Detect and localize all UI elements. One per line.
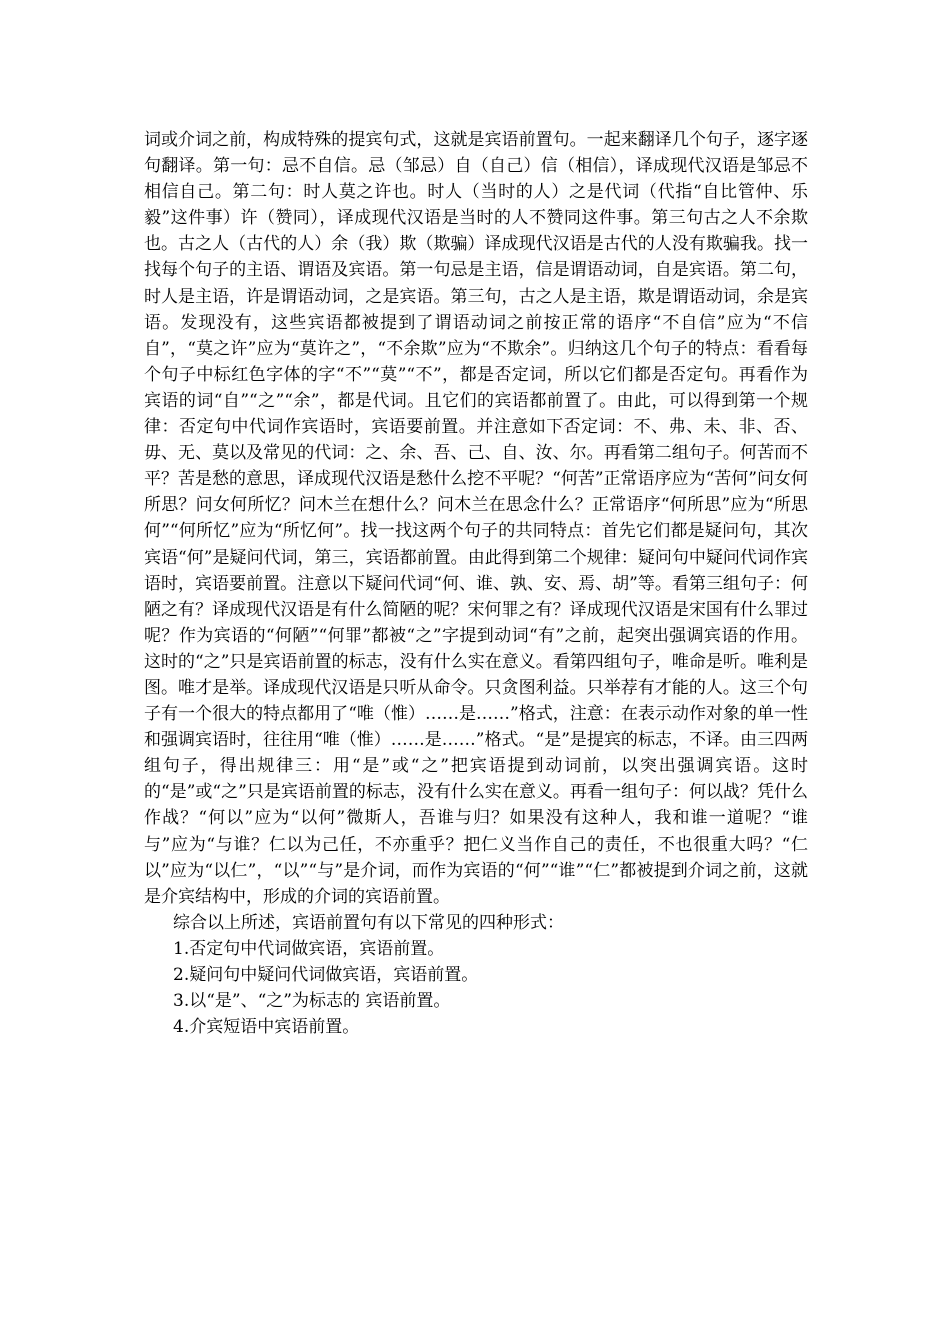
list-item: 3.以“是”、“之”为标志的 宾语前置。 — [173, 991, 451, 1012]
document-page — [144, 127, 808, 1040]
forms-list — [144, 936, 808, 1040]
summary-intro: 综合以上所述，宾语前置句有以下常见的四种形式： — [173, 912, 564, 933]
list-item: 2.疑问句中疑问代词做宾语，宾语前置。 — [173, 965, 479, 985]
list-item: 4.介宾短语中宾语前置。 — [173, 1017, 360, 1038]
list-item: 1.否定句中代词做宾语，宾语前置。 — [173, 938, 445, 959]
main-paragraph: 词或介词之前，构成特殊的提宾句式，这就是宾语前置句。一起来翻译几个句子，逐字逐句翻译。第一句：忌不自信。忌（邹忌）自（自己）信（相信），译成现代汉语是邹忌不相信自己。第二句：时人莫之许也。时人（当时的人）之是代词（代指“自比管仲、乐毅”这件事）许（赞同），译成现代汉语是当时的人不赞同这件事。第三句古之人不余欺也。古之人（古代的人）余（我）欺（欺骗）译成现代汉语是古代的人没有欺骗我。找一找每个句子的主语、谓语及宾语。第一句忌是主语，信是谓语动词，自是宾语。第二句，时人是主语，许是谓语动词，之是宾语。第三句，古之人是主语，欺是谓语动词，余是宾语。发现没有，这些宾语都被提到了谓语动词之前按正常的语序“不自信”应为“不信自”，“莫之许”应为“莫许之”，“不余欺”应为“不欺余”。归纳这几个句子的特点：看看每个句子中标红色字体的字“不”“莫”“不”，都是否定词，所以它们都是否定句。再看作为宾语的词“自”“之”“余”，都是代词。且它们的宾语都前置了。由此，可以得到第一个规律：否定句中代词作宾语时，宾语要前置。并注意如下否定词：不、弗、未、非、否、毋、无、莫以及常见的代词：之、余、吾、己、自、汝、尔。再看第二组句子。何苦而不平？苦是愁的意思，译成现代汉语是愁什么挖不平呢？“何苦”正常语序应为“苦何”问女何所思？问女何所忆？问木兰在想什么？问木兰在思念什么？正常语序“何所思”应为“所思何”“何所忆”应为“所忆何”。找一找这两个句子的共同特点：首先它们都是疑问句，其次宾语“何”是疑问代词，第三，宾语都前置。由此得到第二个规律：疑问句中疑问代词作宾语时，宾语要前置。注意以下疑问代词“何、谁、孰、安、焉、胡”等。看第三组句子：何陋之有？译成现代汉语是有什么简陋的呢？宋何罪之有？译成现代汉语是宋国有什么罪过呢？作为宾语的“何陋”“何罪”都被“之”字提到动词“有”之前，起突出强调宾语的作用。这时的“之”只是宾语前置的标志，没有什么实在意义。看第四组句子，唯命是听。唯利是图。唯才是举。译成现代汉语是只听从命令。只贪图利益。只举荐有才能的人。这三个句子有一个很大的特点都用了“唯（惟）……是……”格式，注意：在表示动作对象的单一性和强调宾语时，往往用“唯（惟）……是……”格式。“是”是提宾的标志，不译。由三四两组句子，得出规律三：用“是”或“之”把宾语提到动词前，以突出强调宾语。这时的“是”或“之”只是宾语前置的标志，没有什么实在意义。再看一组句子：何以战？凭什么作战？“何以”应为“以何”微斯人，吾谁与归？如果没有这种人，我和谁一道呢？“谁与”应为“与谁？仁以为己任，不亦重乎？把仁义当作自己的责任，不也很重大吗？“仁以”应为“以仁”，“以”“与”是介词，而作为宾语的“何”“谁”“仁”都被提到介词之前，这就是介宾结构中，形成的介词的宾语前置。 — [144, 130, 808, 907]
